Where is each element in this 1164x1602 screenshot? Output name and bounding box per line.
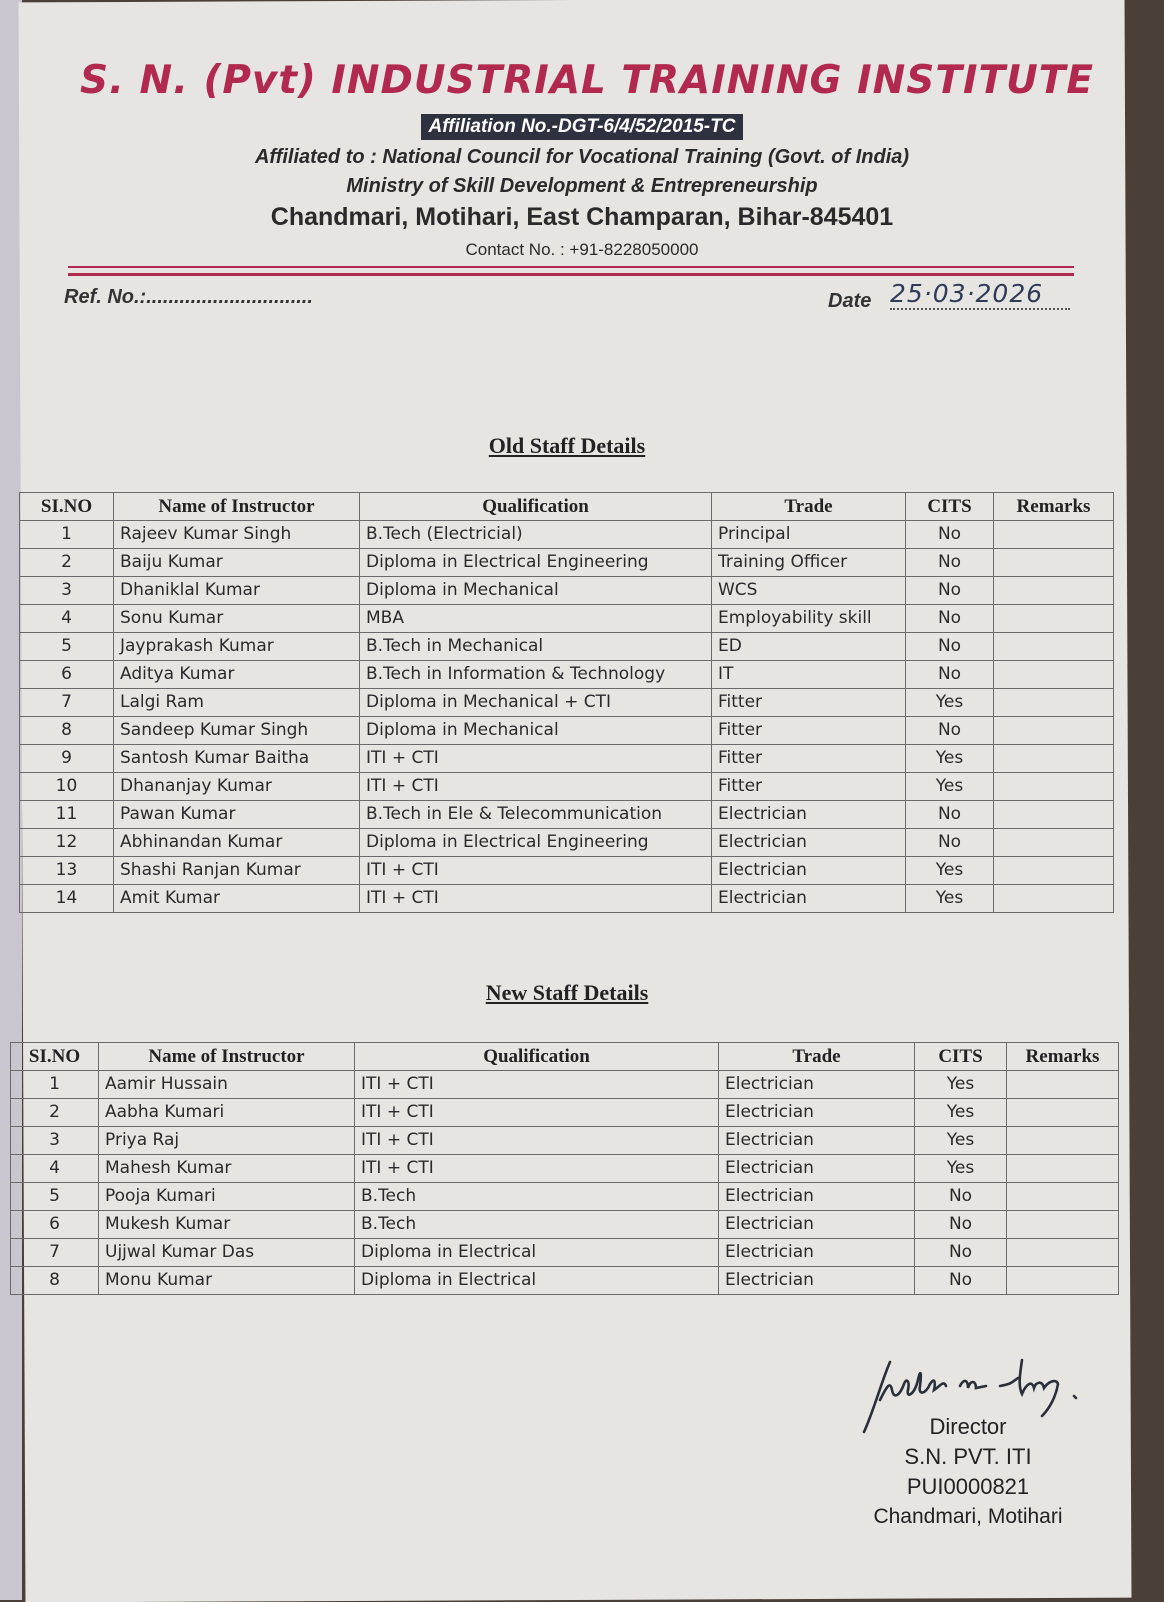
sl-no-cell: 7 (11, 1239, 99, 1267)
cits-cell: Yes (906, 857, 994, 885)
table-row (20, 633, 1114, 661)
name-cell: Rajeev Kumar Singh (114, 521, 360, 549)
institute-name: S. N. (Pvt) INDUSTRIAL TRAINING INSTITUTE (80, 58, 1095, 103)
trade-cell: Fitter (712, 745, 906, 773)
trade-cell: IT (712, 661, 906, 689)
trade-cell: Electrician (719, 1239, 915, 1267)
trade-cell: Fitter (712, 773, 906, 801)
signatory-org: S.N. PVT. ITI (904, 1444, 1032, 1469)
qualification-cell: B.Tech (Electricial) (360, 521, 712, 549)
table-row (20, 773, 1114, 801)
remarks-cell (994, 801, 1114, 829)
sl-no-cell: 2 (11, 1099, 99, 1127)
table-header-row (20, 493, 1114, 521)
name-cell: Mukesh Kumar (99, 1211, 355, 1239)
table-header-row (11, 1043, 1119, 1071)
qualification-cell: B.Tech (355, 1183, 719, 1211)
name-cell: Sandeep Kumar Singh (114, 717, 360, 745)
name-cell: Monu Kumar (99, 1267, 355, 1295)
remarks-cell (994, 745, 1114, 773)
signatory-place: Chandmari, Motihari (873, 1505, 1063, 1528)
name-cell: Aamir Hussain (99, 1071, 355, 1099)
remarks-cell (994, 857, 1114, 885)
cits-cell: No (906, 829, 994, 857)
remarks-cell (994, 773, 1114, 801)
cits-cell: Yes (906, 773, 994, 801)
remarks-cell (994, 661, 1114, 689)
name-cell: Priya Raj (99, 1127, 355, 1155)
sl-no-cell: 14 (20, 885, 114, 913)
qualification-cell: ITI + CTI (360, 745, 712, 773)
cits-cell: Yes (915, 1071, 1007, 1099)
sl-no-cell: 2 (20, 549, 114, 577)
cits-cell: No (915, 1239, 1007, 1267)
sl-no-cell: 5 (11, 1183, 99, 1211)
table-row (11, 1239, 1119, 1267)
qualification-cell: Diploma in Electrical Engineering (360, 549, 712, 577)
cits-cell: Yes (906, 885, 994, 913)
qualification-cell: B.Tech (355, 1211, 719, 1239)
affiliated-to: Affiliated to : National Council for Vocational Training (Govt. of India) (254, 146, 910, 168)
signatory-code: PUI0000821 (906, 1474, 1030, 1499)
qualification-cell: ITI + CTI (360, 885, 712, 913)
header-rule (68, 266, 1074, 268)
col-remarks-header: Remarks (994, 493, 1114, 521)
sl-no-cell: 9 (20, 745, 114, 773)
cits-cell: Yes (906, 745, 994, 773)
trade-cell: Electrician (719, 1127, 915, 1155)
sl-no-cell: 1 (20, 521, 114, 549)
cits-cell: No (906, 577, 994, 605)
qualification-cell: ITI + CTI (355, 1127, 719, 1155)
qualification-cell: Diploma in Mechanical (360, 577, 712, 605)
table-row (20, 661, 1114, 689)
table-row (20, 605, 1114, 633)
name-cell: Dhaniklal Kumar (114, 577, 360, 605)
remarks-cell (1007, 1099, 1119, 1127)
qualification-cell: Diploma in Mechanical + CTI (360, 689, 712, 717)
col-sl-no-header: SI.NO (11, 1043, 99, 1071)
table-row (20, 689, 1114, 717)
sl-no-cell: 3 (20, 577, 114, 605)
remarks-cell (994, 521, 1114, 549)
sl-no-cell: 10 (20, 773, 114, 801)
sl-no-cell: 8 (11, 1267, 99, 1295)
name-cell: Shashi Ranjan Kumar (114, 857, 360, 885)
table-row (20, 745, 1114, 773)
sl-no-cell: 4 (20, 605, 114, 633)
trade-cell: Electrician (712, 885, 906, 913)
cits-cell: Yes (915, 1127, 1007, 1155)
trade-cell: Employability skill (712, 605, 906, 633)
new-staff-table (10, 1042, 1119, 1295)
table-row (11, 1127, 1119, 1155)
table-row (20, 829, 1114, 857)
trade-cell: WCS (712, 577, 906, 605)
qualification-cell: ITI + CTI (355, 1155, 719, 1183)
remarks-cell (1007, 1155, 1119, 1183)
table-row (20, 549, 1114, 577)
name-cell: Lalgi Ram (114, 689, 360, 717)
table-row (20, 801, 1114, 829)
table-row (11, 1211, 1119, 1239)
name-cell: Sonu Kumar (114, 605, 360, 633)
remarks-cell (1007, 1071, 1119, 1099)
remarks-cell (994, 689, 1114, 717)
sl-no-cell: 8 (20, 717, 114, 745)
col-cits-header: CITS (915, 1043, 1007, 1071)
name-cell: Santosh Kumar Baitha (114, 745, 360, 773)
cits-cell: Yes (915, 1099, 1007, 1127)
name-cell: Abhinandan Kumar (114, 829, 360, 857)
sl-no-cell: 11 (20, 801, 114, 829)
sl-no-cell: 6 (20, 661, 114, 689)
cits-cell: Yes (915, 1155, 1007, 1183)
trade-cell: Training Officer (712, 549, 906, 577)
col-sl-no-header: SI.NO (20, 493, 114, 521)
sl-no-cell: 1 (11, 1071, 99, 1099)
remarks-cell (994, 885, 1114, 913)
cits-cell: No (906, 605, 994, 633)
remarks-cell (1007, 1239, 1119, 1267)
old-staff-title: Old Staff Details (488, 433, 646, 458)
remarks-cell (994, 577, 1114, 605)
cits-cell: Yes (906, 689, 994, 717)
sl-no-cell: 12 (20, 829, 114, 857)
cits-cell: No (915, 1211, 1007, 1239)
cits-cell: No (906, 521, 994, 549)
old-staff-table (19, 492, 1114, 913)
cits-cell: No (906, 549, 994, 577)
table-row (11, 1183, 1119, 1211)
qualification-cell: ITI + CTI (360, 857, 712, 885)
qualification-cell: ITI + CTI (355, 1071, 719, 1099)
remarks-cell (1007, 1183, 1119, 1211)
trade-cell: Electrician (719, 1211, 915, 1239)
remarks-cell (1007, 1211, 1119, 1239)
header-rule (68, 273, 1074, 276)
table-row (20, 717, 1114, 745)
remarks-cell (994, 633, 1114, 661)
sl-no-cell: 13 (20, 857, 114, 885)
cits-cell: No (906, 801, 994, 829)
remarks-cell (994, 549, 1114, 577)
qualification-cell: Diploma in Electrical (355, 1267, 719, 1295)
table-row (20, 577, 1114, 605)
qualification-cell: Diploma in Electrical (355, 1239, 719, 1267)
name-cell: Ujjwal Kumar Das (99, 1239, 355, 1267)
signatory-block (858, 1412, 1078, 1532)
name-cell: Amit Kumar (114, 885, 360, 913)
col-qualification-header: Qualification (360, 493, 712, 521)
qualification-cell: B.Tech in Ele & Telecommunication (360, 801, 712, 829)
trade-cell: Electrician (719, 1099, 915, 1127)
qualification-cell: Diploma in Electrical Engineering (360, 829, 712, 857)
trade-cell: ED (712, 633, 906, 661)
sl-no-cell: 4 (11, 1155, 99, 1183)
remarks-cell (1007, 1267, 1119, 1295)
col-cits-header: CITS (906, 493, 994, 521)
name-cell: Mahesh Kumar (99, 1155, 355, 1183)
name-cell: Pawan Kumar (114, 801, 360, 829)
sl-no-cell: 3 (11, 1127, 99, 1155)
table-row (11, 1099, 1119, 1127)
trade-cell: Electrician (712, 801, 906, 829)
date-value: 25·03·2026 (890, 279, 1070, 310)
trade-cell: Electrician (719, 1267, 915, 1295)
date-label: Date (828, 290, 872, 312)
qualification-cell: ITI + CTI (355, 1099, 719, 1127)
new-staff-title: New Staff Details (485, 980, 649, 1005)
trade-cell: Principal (712, 521, 906, 549)
name-cell: Baiju Kumar (114, 549, 360, 577)
cits-cell: No (915, 1267, 1007, 1295)
col-trade-header: Trade (712, 493, 906, 521)
qualification-cell: ITI + CTI (360, 773, 712, 801)
name-cell: Aabha Kumari (99, 1099, 355, 1127)
trade-cell: Electrician (719, 1071, 915, 1099)
table-row (20, 857, 1114, 885)
table-row (11, 1071, 1119, 1099)
table-row (20, 521, 1114, 549)
trade-cell: Electrician (712, 857, 906, 885)
name-cell: Aditya Kumar (114, 661, 360, 689)
sl-no-cell: 5 (20, 633, 114, 661)
remarks-cell (1007, 1127, 1119, 1155)
cits-cell: No (906, 633, 994, 661)
table-row (11, 1267, 1119, 1295)
name-cell: Pooja Kumari (99, 1183, 355, 1211)
remarks-cell (994, 829, 1114, 857)
sl-no-cell: 7 (20, 689, 114, 717)
col-remarks-header: Remarks (1007, 1043, 1119, 1071)
remarks-cell (994, 717, 1114, 745)
col-name-header: Name of Instructor (114, 493, 360, 521)
ministry: Ministry of Skill Development & Entrepreneurship (346, 175, 818, 197)
remarks-cell (994, 605, 1114, 633)
name-cell: Jayprakash Kumar (114, 633, 360, 661)
qualification-cell: B.Tech in Information & Technology (360, 661, 712, 689)
qualification-cell: MBA (360, 605, 712, 633)
cits-cell: No (915, 1183, 1007, 1211)
name-cell: Dhananjay Kumar (114, 773, 360, 801)
col-trade-header: Trade (719, 1043, 915, 1071)
ref-number: Ref. No.:.............................. (64, 286, 313, 308)
contact-number: Contact No. : +91-8228050000 (465, 240, 699, 259)
table-row (11, 1155, 1119, 1183)
cits-cell: No (906, 661, 994, 689)
sl-no-cell: 6 (11, 1211, 99, 1239)
affiliation-number: Affiliation No.-DGT-6/4/52/2015-TC (421, 114, 744, 140)
trade-cell: Fitter (712, 689, 906, 717)
trade-cell: Electrician (719, 1183, 915, 1211)
trade-cell: Electrician (712, 829, 906, 857)
qualification-cell: Diploma in Mechanical (360, 717, 712, 745)
cits-cell: No (906, 717, 994, 745)
trade-cell: Electrician (719, 1155, 915, 1183)
qualification-cell: B.Tech in Mechanical (360, 633, 712, 661)
col-name-header: Name of Instructor (99, 1043, 355, 1071)
address: Chandmari, Motihari, East Champaran, Bihar-845401 (270, 203, 894, 231)
trade-cell: Fitter (712, 717, 906, 745)
table-row (20, 885, 1114, 913)
signatory-designation: Director (929, 1414, 1007, 1439)
col-qualification-header: Qualification (355, 1043, 719, 1071)
